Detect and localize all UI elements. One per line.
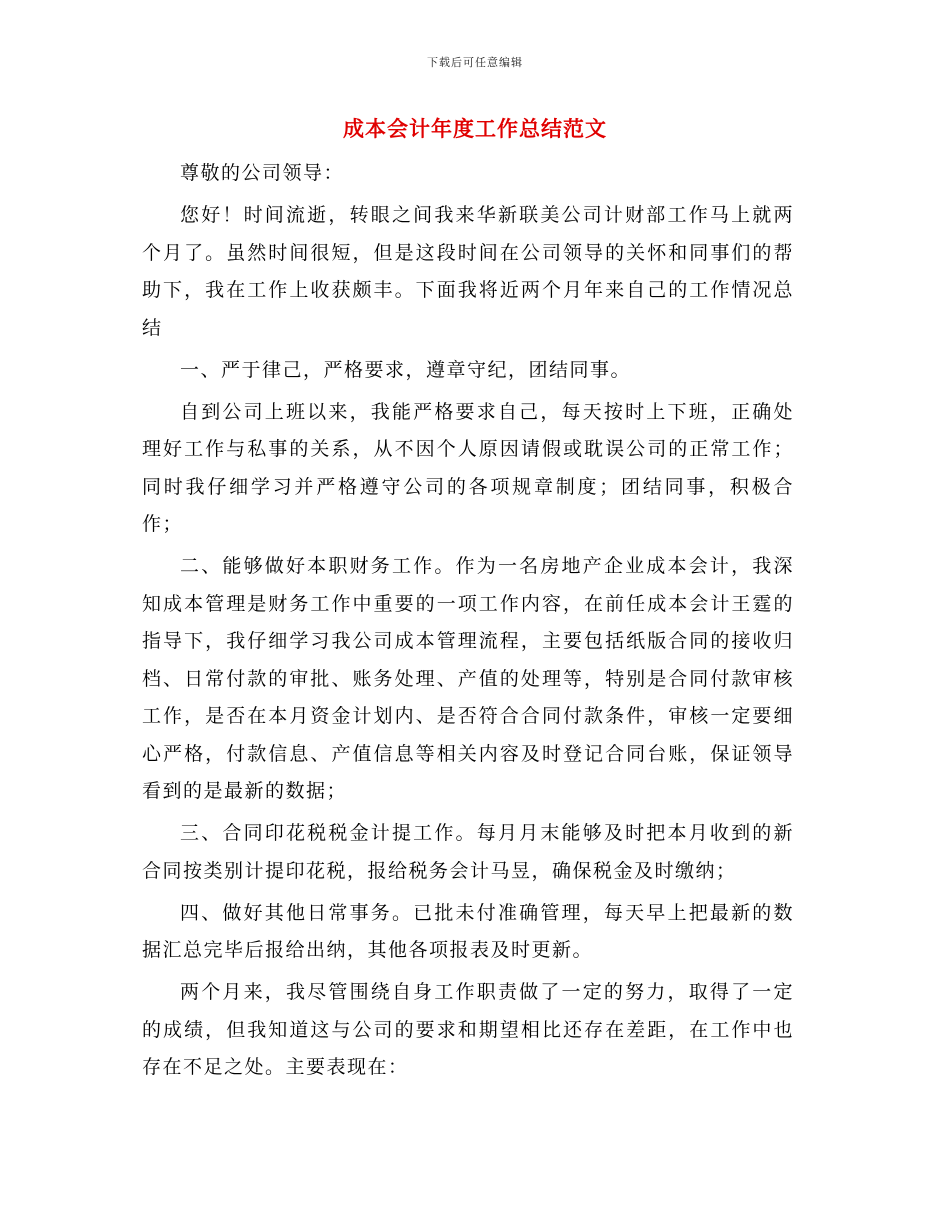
- summary-paragraph: 两个月来，我尽管围绕自身工作职责做了一定的努力，取得了一定的成绩，但我知道这与公司的要求和期望相比还存在差距，在工作中也存在不足之处。主要表现在：: [142, 981, 794, 1078]
- section-four-paragraph: 四、做好其他日常事务。已批未付准确管理，每天早上把最新的数据汇总完毕后报给出纳，其他各项报表及时更新。: [142, 901, 794, 961]
- section-two-paragraph: 二、能够做好本职财务工作。作为一名房地产企业成本会计，我深知成本管理是财务工作中重要的一项工作内容，在前任成本会计王霆的指导下，我仔细学习我公司成本管理流程，主要包括纸版合同的接收归档、日常付款的审批、账务处理、产值的处理等，特别是合同付款审核工作，是否在本月资金计划内、是否符合合同付款条件，审核一定要细心严格，付款信息、产值信息等相关内容及时登记合同台账，保证领导看到的是最新的数据；: [142, 555, 794, 802]
- header-note: 下载后可任意编辑: [427, 56, 523, 69]
- section-three-paragraph: 三、合同印花税税金计提工作。每月月末能够及时把本月收到的新合同按类别计提印花税，报给税务会计马昱，确保税金及时缴纳；: [142, 822, 794, 882]
- section-one-paragraph: 自到公司上班以来，我能严格要求自己，每天按时上下班，正确处理好工作与私事的关系，从不因个人原因请假或耽误公司的正常工作；同时我仔细学习并严格遵守公司的各项规章制度；团结同事，积极合作；: [142, 400, 794, 535]
- greeting-paragraph: 您好！时间流逝，转眼之间我来华新联美公司计财部工作马上就两个月了。虽然时间很短，但是这段时间在公司领导的关怀和同事们的帮助下，我在工作上收获颇丰。下面我将近两个月年来自己的工作情况总结: [142, 204, 794, 339]
- document-body: [142, 155, 794, 1091]
- section-one-heading: 一、严于律己，严格要求，遵章守纪，团结同事。: [180, 358, 632, 381]
- document-title: 成本会计年度工作总结范文: [343, 116, 607, 141]
- salutation-paragraph: 尊敬的公司领导：: [180, 162, 345, 184]
